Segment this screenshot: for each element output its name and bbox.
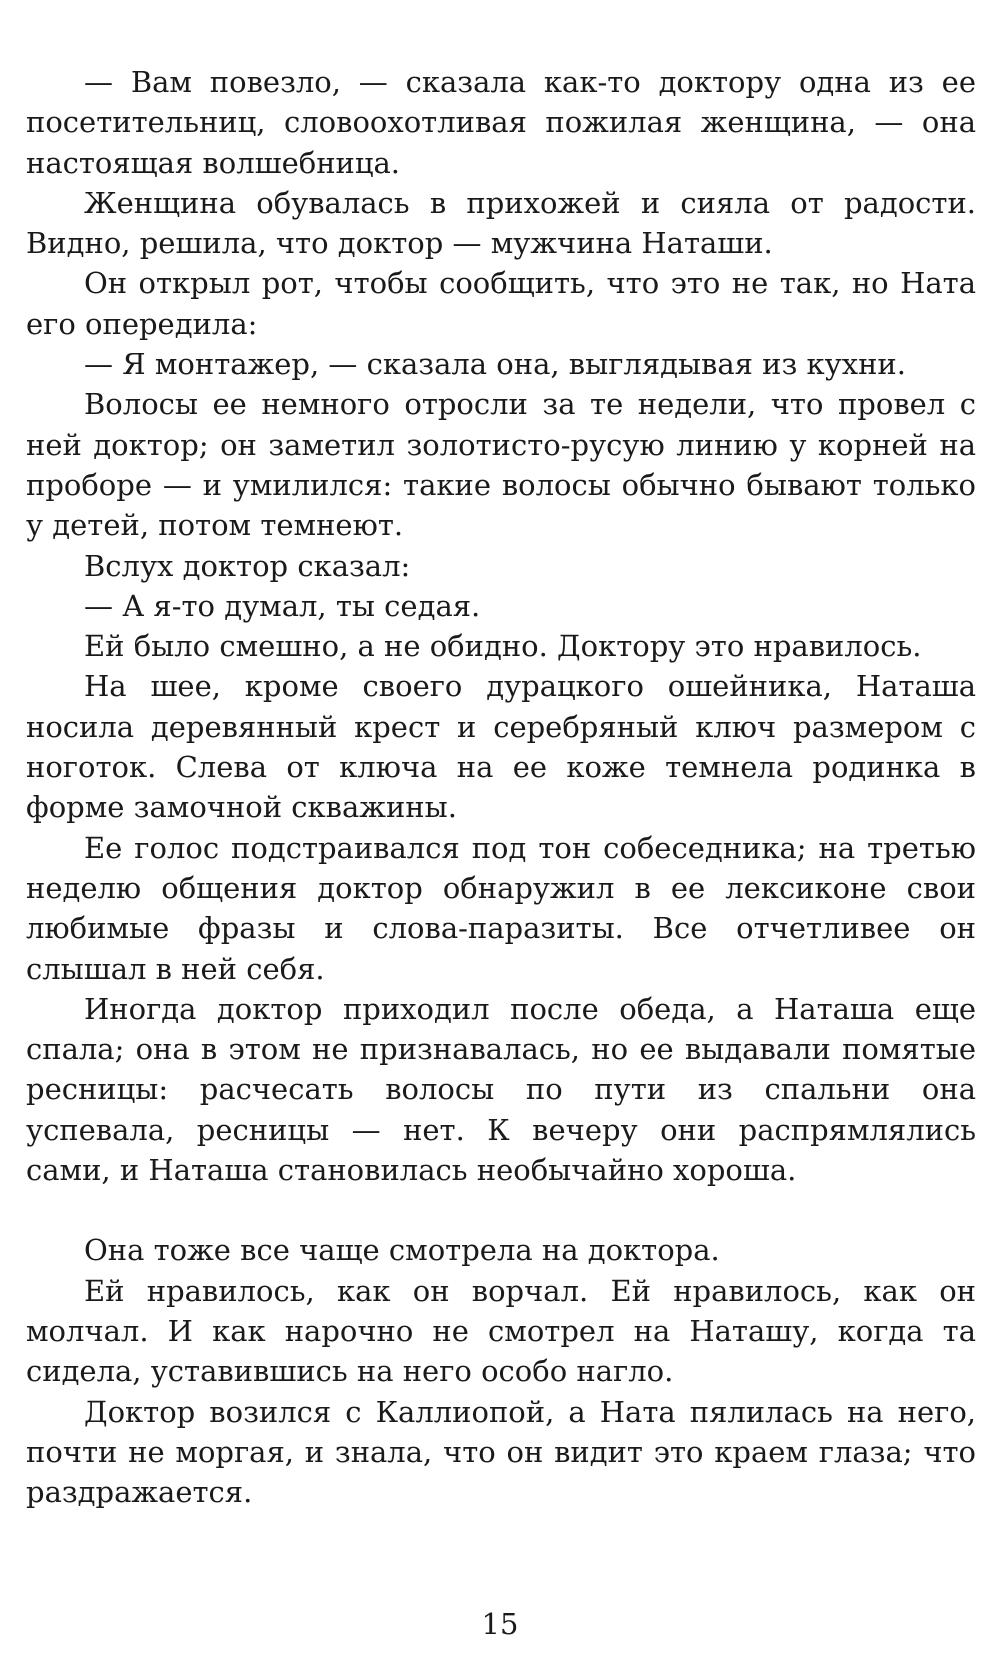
- paragraph-1: — Вам повезло, — сказала как-то доктору одна из ее посетительниц, словоохотливая пожилая женщина, — она настоящая волшебница.: [26, 65, 976, 180]
- paragraph-14: Доктор возился с Каллиопой, а Ната пялилась на него, почти не моргая, и знала, что он видит это краем глаза; что раздражается.: [26, 1394, 976, 1510]
- paragraph-5: Волосы ее немного отросли за те недели, что провел с ней доктор; он заметил золотисто-русую линию у корней на проборе — и умилился: такие волосы обычно бывают только у детей, потом темнеют.: [26, 387, 976, 543]
- paragraph-12: Она тоже все чаще смотрела на доктора.: [84, 1233, 720, 1268]
- paragraph-6: Вслух доктор сказал:: [84, 548, 411, 583]
- paragraph-4: — Я монтажер, — сказала она, выглядывая из кухни.: [84, 347, 906, 382]
- page-body: [26, 62, 976, 1512]
- paragraph-2: Женщина обувалась в прихожей и сияла от радости. Видно, решила, что доктор — мужчина Наташи.: [26, 185, 976, 261]
- paragraph-3: Он открыл рот, чтобы сообщить, что это не так, но Ната его опередила:: [26, 266, 976, 341]
- paragraph-7: — А я-то думал, ты седая.: [84, 588, 481, 623]
- paragraph-9: На шее, кроме своего дурацкого ошейника, Наташа носила деревянный крест и серебряный ключ размером с ноготок. Слева от ключа на ее коже темнела родинка в форме замочной скважины.: [26, 669, 976, 825]
- paragraph-10: Ее голос подстраивался под тон собеседника; на третью неделю общения доктор обнаружил в ее лексиконе свои любимые фразы и слова-паразиты. Все отчетливее он слышал в ней себя.: [26, 830, 976, 986]
- page-number: 15: [481, 1607, 519, 1641]
- paragraph-11: Иногда доктор приходил после обеда, а Наташа еще спала; она в этом не признавалась, но ее выдавали помятые ресницы: расчесать волосы по пути из спальни она успевала, ресницы — нет. К вечеру они распрямлялись сами, и Наташа становилась необычайно хороша.: [26, 991, 976, 1188]
- paragraph-13: Ей нравилось, как он ворчал. Ей нравилось, как он молчал. И как нарочно не смотрел на Наташу, когда та сидела, уставившись на него особо нагло.: [26, 1273, 976, 1389]
- paragraph-8: Ей было смешно, а не обидно. Доктору это нравилось.: [84, 629, 922, 664]
